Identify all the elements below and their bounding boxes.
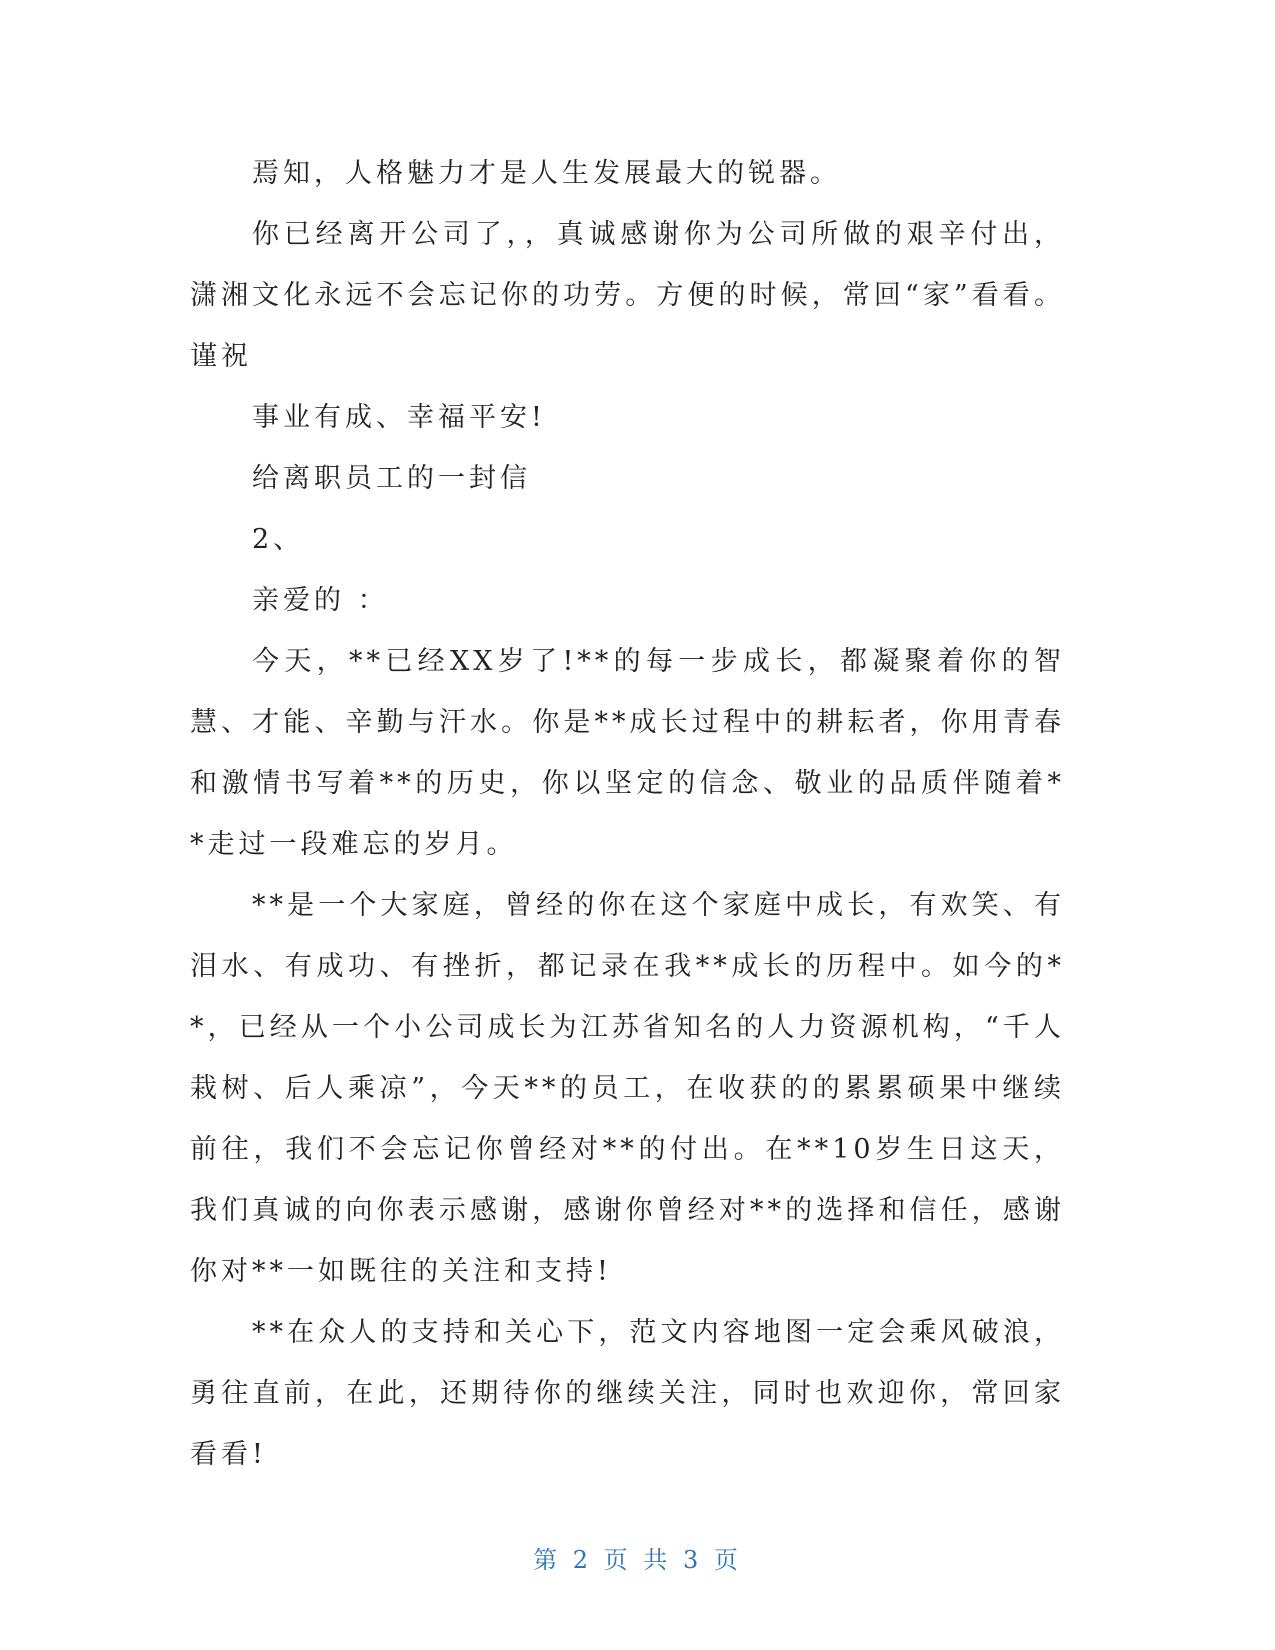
paragraph-7: 今天，**已经XX岁了!**的每一步成长，都凝聚着你的智慧、才能、辛勤与汗水。你是**成长过程中的耕耘者，你用青春和激情书写着**的历史，你以坚定的信念、敬业的品质伴随着**走过一段难忘的岁月。 (190, 646, 1065, 860)
section-number: 2、 (252, 524, 305, 555)
paragraph-8: **是一个大家庭，曾经的你在这个家庭中成长，有欢笑、有泪水、有成功、有挫折，都记录在我**成长的历程中。如今的**，已经从一个小公司成长为江苏省知名的人力资源机构，“千人栽树、后人乘凉”，今天**的员工，在收获的的累累硕果中继续前往，我们不会忘记你曾经对**的付出。在**10岁生日这天，我们真诚的向你表示感谢，感谢你曾经对**的选择和信任，感谢你对**一如既往的关注和支持! (190, 890, 1065, 1287)
paragraph-9: **在众人的支持和关心下，范文内容地图一定会乘风破浪，勇往直前，在此，还期待你的继续关注，同时也欢迎你，常回家看看! (190, 1317, 1065, 1470)
document-body (190, 143, 1065, 1485)
page-footer: 第 2 页 共 3 页 (533, 1546, 742, 1574)
salutation: 亲爱的 ： (252, 585, 389, 616)
paragraph-1: 焉知，人格魅力才是人生发展最大的锐器。 (252, 158, 841, 189)
letter-title: 给离职员工的一封信 (252, 463, 531, 494)
paragraph-3: 事业有成、幸福平安! (252, 402, 546, 433)
paragraph-2: 你已经离开公司了，，真诚感谢你为公司所做的艰辛付出，潇湘文化永远不会忘记你的功劳。方便的时候，常回“家”看看。谨祝 (190, 219, 1065, 372)
